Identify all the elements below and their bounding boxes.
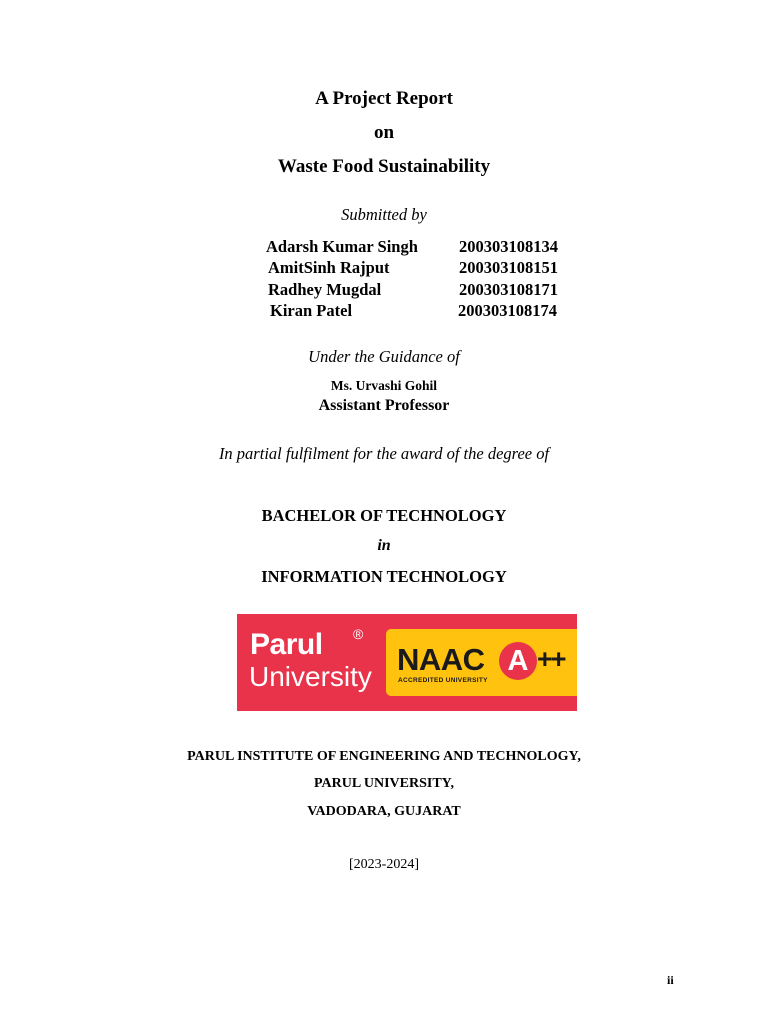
institute-line3: VADODARA, GUJARAT — [307, 804, 461, 819]
student-id: 200303108174 — [458, 300, 557, 320]
naac-badge — [386, 629, 577, 696]
registered-mark-icon: ® — [353, 626, 364, 642]
academic-year: [2023-2024] — [349, 857, 419, 872]
logo-parul-text: Parul — [250, 628, 323, 661]
student-name: Adarsh Kumar Singh — [266, 237, 418, 256]
guide-designation: Assistant Professor — [318, 397, 450, 414]
student-row — [266, 237, 586, 258]
guide-name: Ms. Urvashi Gohil — [330, 378, 438, 393]
grade-circle-icon: A — [499, 642, 537, 680]
student-id: 200303108134 — [459, 237, 558, 256]
student-name: Kiran Patel — [270, 300, 353, 320]
student-list — [266, 237, 586, 322]
page-number: ii — [667, 973, 674, 987]
naac-text: NAAC — [397, 642, 485, 677]
student-name: AmitSinh Rajput — [268, 258, 390, 278]
student-row — [266, 301, 586, 322]
fulfilment-text: In partial fulfilment for the award of the degree of — [218, 444, 550, 463]
degree-connector: in — [377, 537, 391, 554]
student-id: 200303108171 — [459, 279, 558, 299]
accredited-text: ACCREDITED UNIVERSITY — [398, 677, 488, 684]
institute-line2: PARUL UNIVERSITY, — [313, 776, 455, 791]
report-title-line3: Waste Food Sustainability — [277, 156, 491, 177]
report-title-line2: on — [373, 122, 395, 143]
student-row — [266, 280, 586, 301]
student-name: Radhey Mugdal — [268, 279, 382, 299]
logo-university-text: University — [249, 661, 372, 692]
student-id: 200303108151 — [459, 258, 558, 278]
guidance-label: Under the Guidance of — [308, 347, 460, 366]
degree-branch: INFORMATION TECHNOLOGY — [261, 567, 507, 586]
institute-line1: PARUL INSTITUTE OF ENGINEERING AND TECHNOLOGY, — [187, 749, 581, 764]
submitted-by-label: Submitted by — [341, 205, 427, 224]
degree-name: BACHELOR OF TECHNOLOGY — [261, 506, 507, 525]
student-row — [266, 258, 586, 279]
university-logo — [237, 614, 577, 711]
grade-plus-text: ++ — [537, 644, 565, 674]
report-title-line1: A Project Report — [315, 88, 453, 109]
